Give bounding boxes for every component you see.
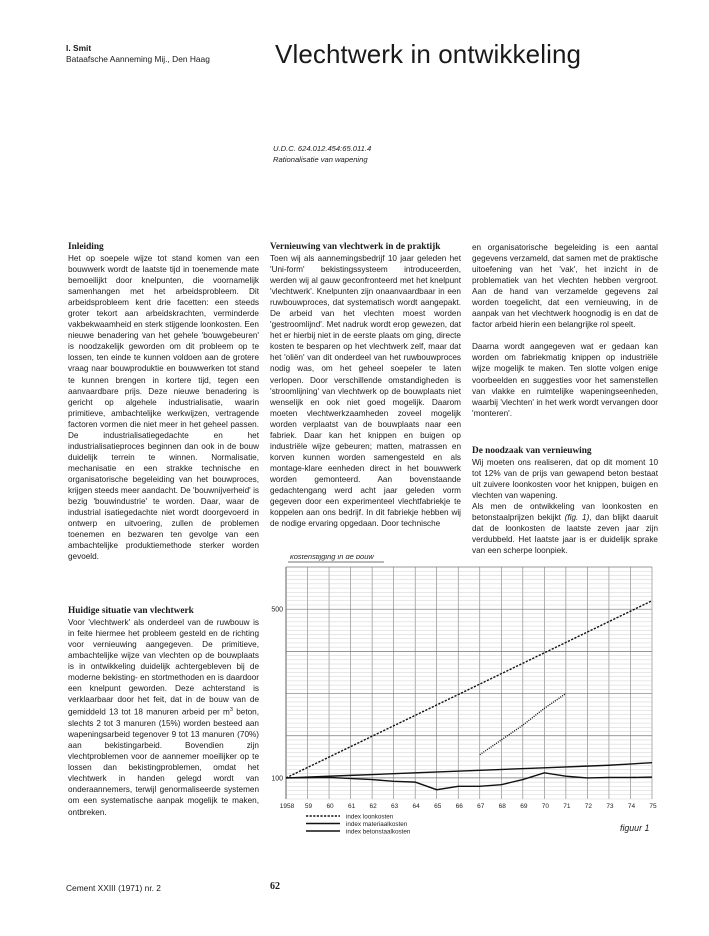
paragraph-inleiding: Het op soepele wijze tot stand komen van een bouwwerk wordt de laatste tijd in toenemende mate bemoeilijkt door knelpunten, die voornamelijk samenhangen met het arbeidsprobleem. Dit arbeidsprobleem kent drie facetten: een steeds groter tekort aan arbeidskrachten, verminderde vakbekwaamheid en sterk stijgende loonkosten. Een nieuwe benadering van het gehele 'bouwgebeuren' is noodzakelijk geworden om dit probleem op te lossen, ten einde te kunnen voldoen aan de grotere vraag naar bouwproduktie en bouwwerken tot stand te kunnen brengen in kortere tijd, tegen een aanvaardbare prijs. Deze nieuwe benadering is gericht op algehele industrialisatie, waarin primitieve, ambachtelijke werkwijzen, vertragende factoren vormen die niet meer in het geheel passen. De industrialisatiegedachte en het industrialisatieproces beginnen dan ook in de bouw duidelijk terrein te winnen. Normalisatie, mechanisatie en een strakke technische en organisatorische begeleiding van het bouwproces, krijgen steeds meer aandacht. De 'bouwnijverheid' is bezig 'bouwindustrie' te worden. Daar, waar de industrial isatiegedachte niet wordt doorgevoerd in ontwerp en uitvoering, zullen de problemen toenemen en bezwaren ten gevolge van een ambachtelijke produktiemethode sterker worden gevoeld. bbox=[68, 254, 259, 562]
x-tick-label: 73 bbox=[606, 803, 614, 810]
journal-footer: Cement XXIII (1971) nr. 2 bbox=[66, 883, 161, 893]
figure-reference: (fig. 1) bbox=[564, 513, 590, 523]
text-segment: , dan blijkt daaruit dat de loonkosten de laatste zeven jaar zijn verdubbeld. Het laatste jaar is er duidelijk sprake van een scherpe loonpiek. bbox=[472, 513, 658, 556]
x-tick-label: 64 bbox=[412, 803, 420, 810]
x-tick-label: 74 bbox=[627, 803, 636, 810]
chart-title: kostenstijging in de bouw bbox=[290, 555, 374, 561]
x-tick-label: 1958 bbox=[279, 803, 295, 810]
y-tick-label: 100 bbox=[271, 775, 283, 783]
section-vervolg bbox=[472, 242, 658, 419]
legend-label: index materiaalkosten bbox=[346, 820, 408, 828]
udc-subject: Rationalisatie van wapening bbox=[273, 154, 368, 164]
superscript: 3 bbox=[229, 707, 233, 714]
figure-label: figuur 1 bbox=[620, 823, 650, 833]
legend-label: index loonkosten bbox=[346, 813, 394, 821]
section-huidige-situatie bbox=[68, 606, 259, 818]
section-vernieuwing bbox=[270, 242, 461, 529]
paragraph-huidige-situatie bbox=[68, 617, 259, 818]
x-tick-label: 63 bbox=[391, 803, 399, 810]
x-tick-label: 59 bbox=[304, 803, 313, 810]
x-tick-label: 67 bbox=[477, 803, 485, 810]
heading-vernieuwing: Vernieuwing van vlechtwerk in de praktijk bbox=[270, 242, 441, 252]
paragraph-noodzaak-1: Wij moeten ons realiseren, dat op dit moment 10 tot 12% van de prijs van gewapend beton bestaat uit zuivere loonkosten voor het knippen, buigen en vlechten van wapening. bbox=[472, 458, 658, 501]
author-block bbox=[66, 43, 210, 65]
udc-code: U.D.C. 624.012.454:65.011.4 bbox=[273, 144, 372, 153]
x-tick-label: 65 bbox=[434, 803, 442, 810]
udc-block bbox=[273, 144, 371, 165]
author-affiliation: Bataafsche Aanneming Mij., Den Haag bbox=[66, 54, 210, 64]
figure-1-chart bbox=[268, 555, 662, 843]
legend-label: index betonstaalkosten bbox=[346, 828, 411, 836]
article-title: Vlechtwerk in ontwikkeling bbox=[275, 39, 582, 69]
text-segment: Als men de ontwikkeling van loonkosten en betonstaalprijzen bekijkt bbox=[472, 502, 658, 523]
text-segment: Voor 'vlechtwerk' als onderdeel van de ruwbouw is in feite hiermee het probleem gesteld en de richting voor vernieuwing aangegeven. De primitieve, ambachtelijke wijze van vlechten op de bouwplaats is in ontwikkeling duidelijk achtergebleven bij de moderne bekisting- en stortmethoden en is daardoor een knelpunt geworden. Deze achterstand is verklaarbaar door het feit, dat in de bouw van de gemiddeld 13 tot 18 manuren arbeid per m bbox=[68, 618, 259, 718]
x-tick-label: 60 bbox=[326, 803, 334, 810]
paragraph-vervolg-1: en organisatorische begeleiding is een aantal gegevens verzameld, dat samen met de praktische uitoefening van het 'vak', het inzicht in de problematiek van het vlechten hebben vergroot. Aan de hand van verzamelde gegevens zal worden toegelicht, dat een vernieuwing, in de aanpak van het vlechtwerk hoognodig is en dat de factor arbeid hierin een belangrijke rol speelt. bbox=[472, 243, 658, 330]
paragraph-vervolg-2: Daarna wordt aangegeven wat er gedaan kan worden om fabriekmatig knippen op industriële wijze mogelijk te maken. Ten slotte volgen enige voorbeelden en suggesties voor het samenstellen van vlakke en ruimtelijke wapeningseenheden, waarbij 'vlechten' in het werk wordt vervangen door 'monteren'. bbox=[472, 342, 658, 418]
heading-huidige-situatie: Huidige situatie van vlechtwerk bbox=[68, 606, 194, 616]
paragraph-noodzaak-2 bbox=[472, 501, 658, 556]
paragraph-vernieuwing: Toen wij als aannemingsbedrijf 10 jaar geleden het 'Uni-form' bekistingssysteem introduceerden, werden wij al gauw geconfronteerd met het knelpunt 'vlechtwerk'. Knelpunten zijn onaanvaardbaar in een ruwbouwproces, dat systematisch wordt aangepakt. De arbeid van het vlechten moest worden 'gestroomlijnd'. Met nadruk wordt erop gewezen, dat het er hierbij niet in de eerste plaats om ging, directe kosten te besparen op het vlechtwerk zelf, maar dat het 'oliën' van dit onderdeel van het ruwbouwproces nodig was, om het geheel soepeler te laten verlopen. Door verschillende omstandigheden is 'stroomlijning' van vlechtwerk op de bouwplaats niet wenselijk en ook niet goed mogelijk. Daarom moeten vlechtwerkzaamheden zoveel mogelijk worden verplaatst van de bouwplaats naar een fabriek. Daar kan het knippen en buigen op industriële wijze gebeuren; matten, matrassen en korven kunnen worden samengesteld en als montage-klare eenheden direct in het bouwwerk worden gemonteerd. Aan bovenstaande gedachtengang werd acht jaar geleden vorm gegeven door een experimenteel vlechtfabriekje te koppelen aan ons bedrijf. In dit fabriekje hebben wij de nodige ervaring opgedaan. Door technische bbox=[270, 254, 461, 529]
section-noodzaak bbox=[472, 446, 658, 556]
x-tick-label: 68 bbox=[498, 803, 506, 810]
x-tick-label: 66 bbox=[455, 803, 463, 810]
x-tick-label: 72 bbox=[584, 803, 593, 810]
heading-inleiding: Inleiding bbox=[68, 242, 104, 252]
x-tick-label: 62 bbox=[369, 803, 377, 810]
x-tick-label: 70 bbox=[541, 803, 549, 810]
page-number: 62 bbox=[270, 881, 280, 892]
y-tick-label: 500 bbox=[271, 606, 283, 614]
author-name: I. Smit bbox=[66, 43, 92, 53]
section-inleiding bbox=[68, 242, 259, 562]
x-tick-label: 71 bbox=[563, 803, 571, 810]
text-segment: beton, slechts 2 tot 3 manuren (15%) worden besteed aan wapeningsarbeid tegenover 9 tot 13 manuren (70%) aan bekistingarbeid. Bovendien zijn vlechtproblemen voor de aannemer moeilijker op te lossen dan bekistingproblemen, omdat het vlechtwerk in handen gelegd wordt van onderaannemers, terwijl genormaliseerde systemen om een systematische aanpak mogelijk te maken, ontbreken. bbox=[68, 708, 259, 817]
x-tick-label: 75 bbox=[649, 803, 657, 810]
series-line bbox=[286, 763, 652, 778]
x-tick-label: 69 bbox=[520, 803, 528, 810]
x-tick-label: 61 bbox=[347, 803, 356, 810]
heading-noodzaak: De noodzaak van vernieuwing bbox=[472, 446, 592, 456]
